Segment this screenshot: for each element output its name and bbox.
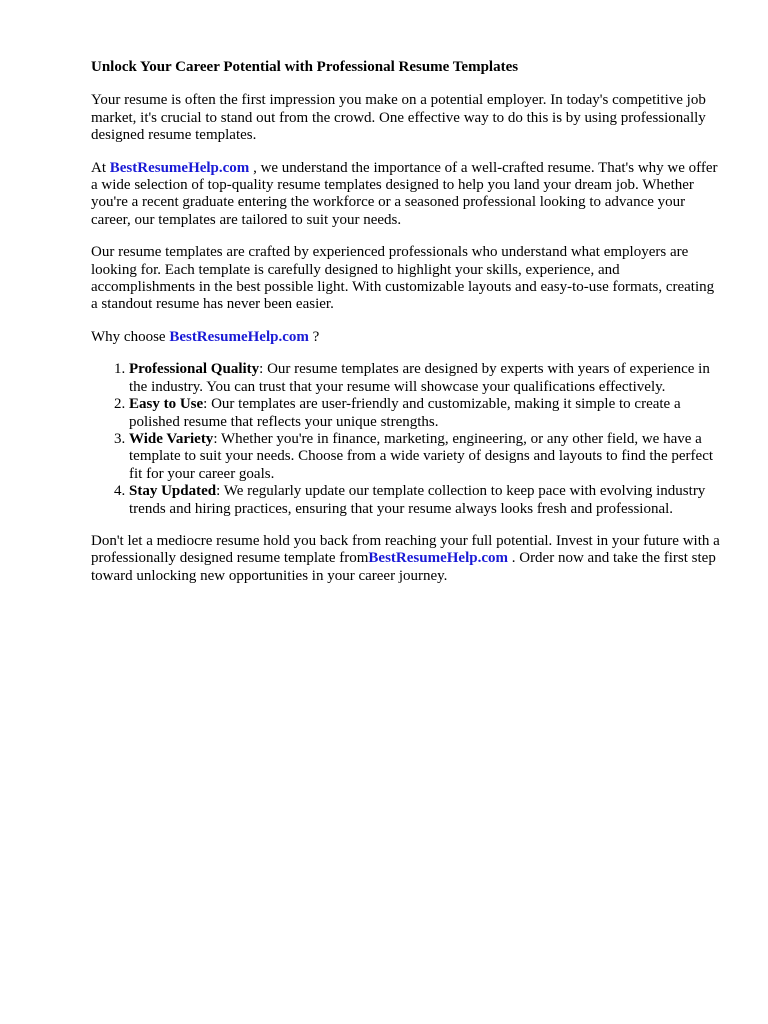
why-choose-suffix: ?	[308, 328, 320, 345]
company-paragraph-prefix: At	[91, 159, 110, 176]
company-paragraph-suffix: , we understand the importance of a well-crafted resume. That's why we offer a wide selection of top-quality resume templates designed to help you land your dream job. Whether you're a recent graduate entering the workforce or a seasoned professional looking to advance your career, our templates are tailored to suit your needs.	[91, 159, 718, 228]
closing-paragraph	[91, 533, 721, 585]
benefits-list	[91, 361, 721, 518]
list-item	[129, 483, 721, 518]
list-item-term: Stay Updated	[129, 483, 217, 500]
list-item	[129, 396, 721, 431]
closing-prefix: Don't let a mediocre resume hold you back from reaching your full potential. Invest in your future with a professionally designed resume template from	[91, 532, 720, 567]
list-item-term: Easy to Use	[129, 396, 204, 413]
bestresumehelp-link[interactable]: BestResumeHelp.com	[368, 550, 508, 567]
list-item-term: Wide Variety	[129, 430, 214, 447]
bestresumehelp-link[interactable]: BestResumeHelp.com	[169, 328, 309, 345]
list-item	[129, 361, 721, 396]
list-item	[129, 431, 721, 483]
document-page	[91, 59, 721, 600]
why-choose-prefix: Why choose	[91, 328, 170, 345]
closing-suffix: . Order now and take the first step toward unlocking new opportunities in your career journey.	[91, 550, 716, 584]
list-item-text: : Our resume templates are designed by experts with years of experience in the industry. You can trust that your resume will showcase your qualifications effectively.	[129, 361, 710, 395]
company-paragraph	[91, 160, 721, 230]
list-item-text: : Whether you're in finance, marketing, engineering, or any other field, we have a template to suit your needs. Choose from a wide variety of designs and layouts to find the perfect fit for your career goals.	[129, 430, 714, 482]
why-choose-line	[91, 329, 721, 346]
document-title: Unlock Your Career Potential with Professional Resume Templates	[91, 59, 519, 75]
list-item-text: : We regularly update our template collection to keep pace with evolving industry trends and hiring practices, ensuring that your resume always looks fresh and professional.	[129, 483, 706, 517]
intro-paragraph: Your resume is often the first impression you make on a potential employer. In today's competitive job market, it's crucial to stand out from the crowd. One effective way to do this is by using professionally designed resume templates.	[91, 92, 706, 144]
bestresumehelp-link[interactable]: BestResumeHelp.com	[109, 159, 250, 176]
templates-paragraph: Our resume templates are crafted by experienced professionals who understand what employers are looking for. Each template is carefully designed to highlight your skills, experience, and accomplishments in the best possible light. With customizable layouts and easy-to-use formats, creating a standout resume has never been easier.	[91, 244, 715, 313]
list-item-text: : Our templates are user-friendly and customizable, making it simple to create a polished resume that reflects your unique strengths.	[129, 396, 681, 430]
list-item-term: Professional Quality	[129, 361, 260, 378]
